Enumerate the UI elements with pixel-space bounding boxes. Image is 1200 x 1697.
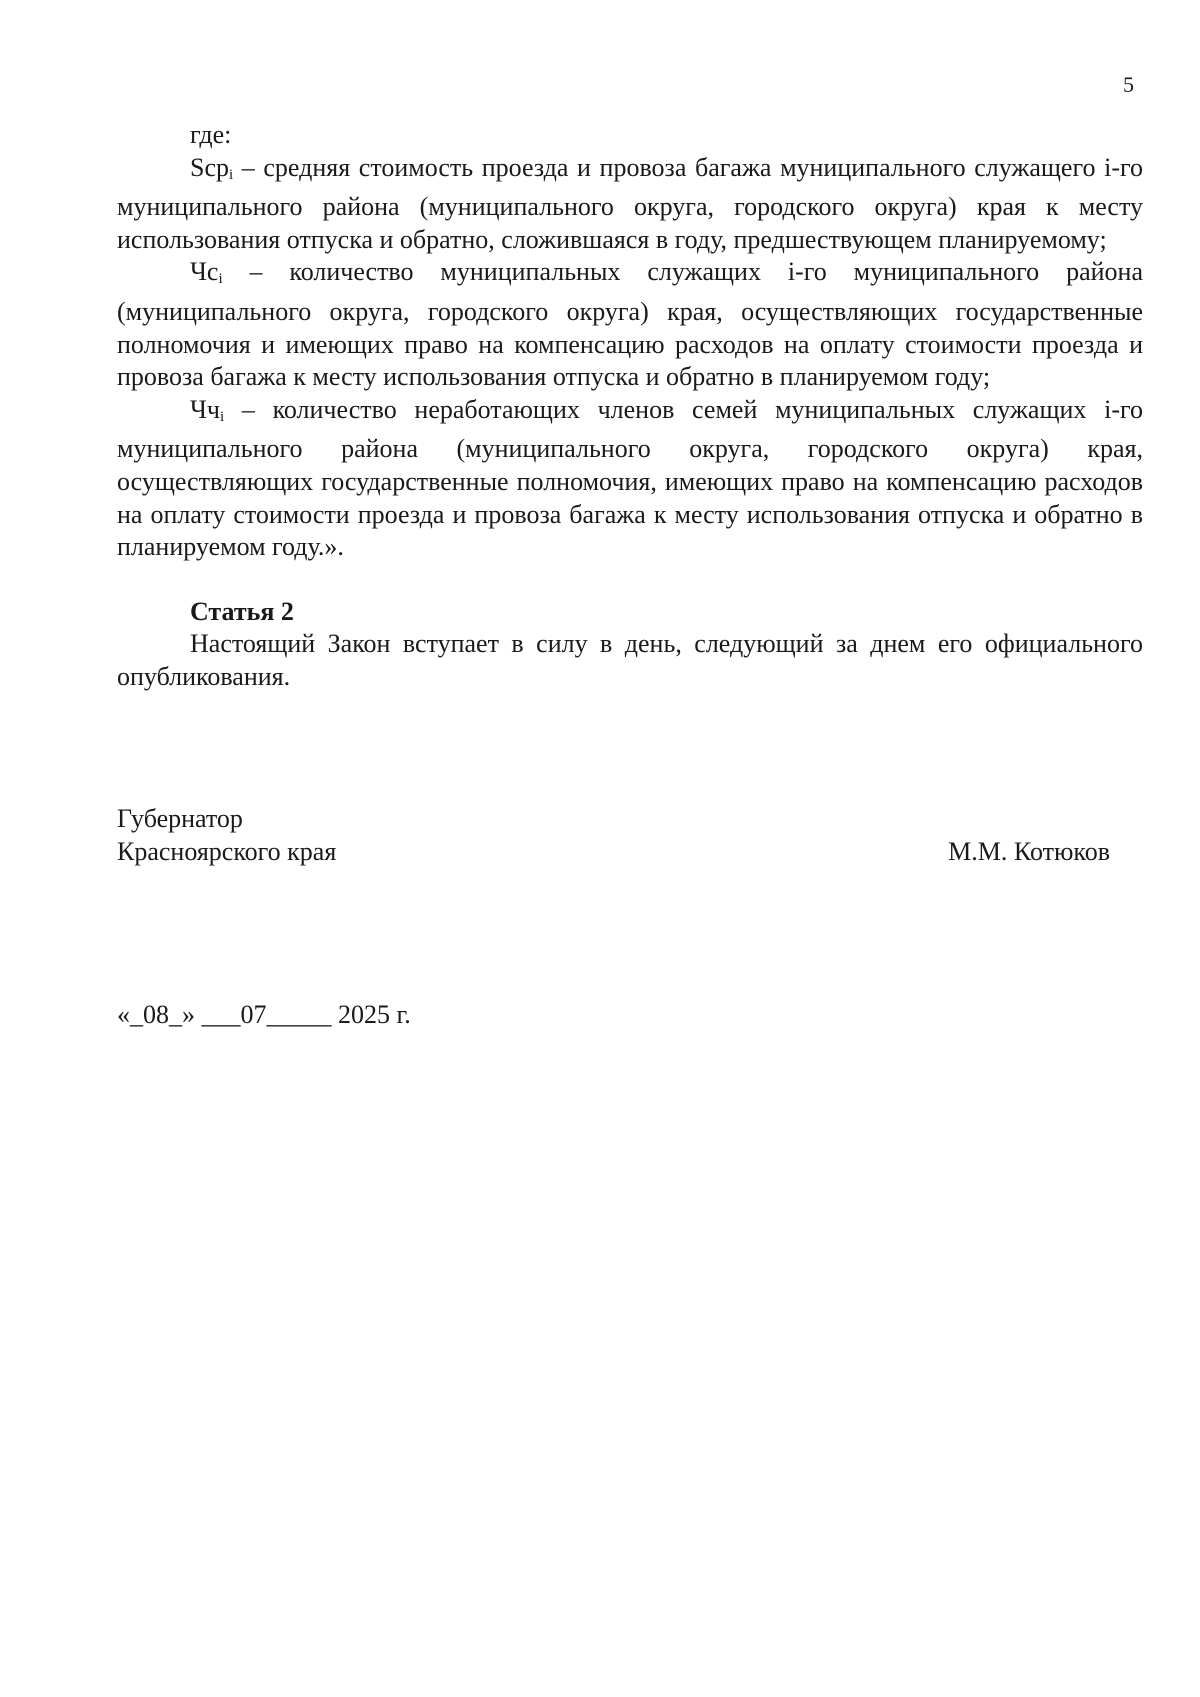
signatory-position-line1: Губернатор (117, 804, 243, 833)
definition-symbol: Sср (190, 152, 229, 182)
page-number: 5 (1123, 72, 1134, 97)
definition-symbol: Чч (190, 394, 220, 424)
article-text: Настоящий Закон вступает в силу в день, следующий за днем его официального опубликования. (117, 629, 1143, 691)
signing-date: «_08_» ___07_____ 2025 г. (117, 1000, 411, 1029)
definition-index: i (218, 271, 223, 288)
definition-symbol: Чс (190, 257, 219, 287)
intro-text: где: (190, 120, 232, 149)
definition-index: i (219, 408, 225, 425)
definition-index: i (229, 166, 234, 183)
document-body (117, 119, 1143, 694)
signatory-position-line2: Красноярского края (117, 836, 337, 866)
definition-sср (117, 152, 1143, 257)
definition-text: – количество неработающих членов семей муниципальных служащих i-го муниципального района (муниципального округа, городского округа) края, осуществляющих государственные полномочия, имеющих право на компенсацию расходов на оплату стоимости проезда и провоза багажа к месту использования отпуска и обратно в планируемом году.». (117, 394, 1143, 562)
definition-text: – количество муниципальных служащих i-го муниципального района (муниципального округа, городского округа) края, осуществляющих государственные полномочия и имеющих право на компенсацию расходов на оплату стоимости проезда и провоза багажа к месту использования отпуска и обратно в планируемом году; (117, 257, 1143, 392)
definition-text: – средняя стоимость проезда и провоза багажа муниципального служащего i-го муниципального района (муниципального округа, городского округа) края к месту использования отпуска и обратно, сложившаяся в году, предшествующем планируемому; (117, 152, 1143, 254)
definition-чч (117, 394, 1143, 564)
definition-чс (117, 256, 1143, 393)
signature-row (117, 836, 1110, 869)
signature-block (117, 803, 1110, 868)
signatory-name: М.М. Котюков (948, 836, 1110, 866)
article-heading: Статья 2 (190, 596, 294, 626)
